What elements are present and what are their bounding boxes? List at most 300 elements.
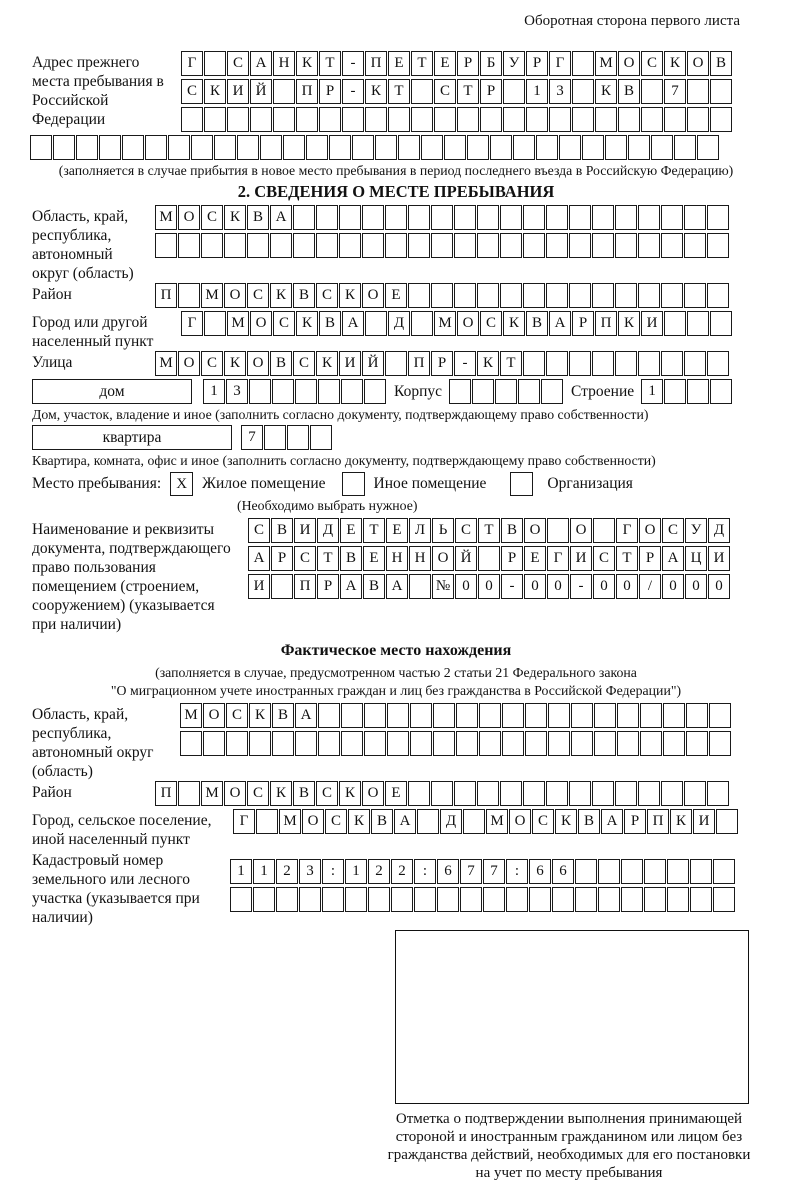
korpus-cells [449, 379, 564, 404]
char-cell [318, 703, 340, 728]
char-cell: С [434, 79, 456, 104]
char-cell: С [532, 809, 554, 834]
char-cell [463, 809, 485, 834]
region-row-1 [155, 205, 730, 230]
stroenie-cells [641, 379, 733, 404]
prev-address-row-1 [181, 51, 733, 76]
char-cell [548, 731, 570, 756]
char-cell [594, 703, 616, 728]
char-cell: И [570, 546, 592, 571]
char-cell: А [601, 809, 623, 834]
char-cell: № [432, 574, 454, 599]
char-cell: А [250, 51, 272, 76]
char-cell: 2 [276, 859, 298, 884]
char-cell [549, 107, 571, 132]
char-cell: С [227, 51, 249, 76]
char-cell: 7 [483, 859, 505, 884]
street-row [155, 351, 730, 376]
char-cell [547, 518, 569, 543]
char-cell: К [249, 703, 271, 728]
char-cell: О [362, 283, 384, 308]
char-cell: М [201, 283, 223, 308]
char-cell: О [250, 311, 272, 336]
char-cell [615, 283, 637, 308]
char-cell: И [227, 79, 249, 104]
char-cell: / [639, 574, 661, 599]
char-cell [523, 283, 545, 308]
char-cell: А [295, 703, 317, 728]
char-cell [467, 135, 489, 160]
char-cell: Т [388, 79, 410, 104]
cadastral-block [32, 849, 760, 927]
char-cell: М [201, 781, 223, 806]
char-cell: У [685, 518, 707, 543]
char-cell: В [293, 781, 315, 806]
char-cell [408, 283, 430, 308]
char-cell [181, 107, 203, 132]
char-cell: О [203, 703, 225, 728]
char-cell [592, 351, 614, 376]
region-label: Область, край, республика, автономный округ (область) [32, 208, 134, 282]
char-cell [687, 79, 709, 104]
char-cell [310, 425, 332, 450]
actual-region-label: Область, край, республика, автономный округ (область) [32, 706, 154, 780]
char-cell: О [178, 351, 200, 376]
char-cell: Е [363, 546, 385, 571]
char-cell: 1 [230, 859, 252, 884]
char-cell: Й [455, 546, 477, 571]
char-cell [536, 135, 558, 160]
char-cell [454, 283, 476, 308]
char-cell [640, 703, 662, 728]
char-cell [661, 205, 683, 230]
char-cell: Г [181, 51, 203, 76]
char-cell: Д [440, 809, 462, 834]
char-cell [490, 135, 512, 160]
char-cell [707, 205, 729, 230]
char-cell: В [247, 205, 269, 230]
char-cell: И [248, 574, 270, 599]
char-cell [707, 781, 729, 806]
char-cell: А [549, 311, 571, 336]
char-cell [410, 731, 432, 756]
prev-address-row-2 [181, 79, 733, 104]
char-cell: В [271, 518, 293, 543]
char-cell: Й [250, 79, 272, 104]
char-cell [408, 205, 430, 230]
char-cell [316, 205, 338, 230]
char-cell [644, 859, 666, 884]
char-cell [472, 379, 494, 404]
char-cell [342, 107, 364, 132]
cadastral-row-1 [230, 859, 736, 884]
char-cell: К [664, 51, 686, 76]
char-cell: А [248, 546, 270, 571]
actual-city-row [233, 809, 739, 834]
char-cell: А [662, 546, 684, 571]
document-row-3 [248, 574, 731, 599]
char-cell [690, 859, 712, 884]
char-cell [295, 731, 317, 756]
char-cell [388, 107, 410, 132]
char-cell [707, 351, 729, 376]
actual-region-rows [180, 703, 732, 759]
char-cell: Т [616, 546, 638, 571]
char-cell [651, 135, 673, 160]
char-cell: П [155, 283, 177, 308]
char-cell: П [408, 351, 430, 376]
char-cell: 0 [662, 574, 684, 599]
char-cell: П [647, 809, 669, 834]
char-cell [595, 107, 617, 132]
char-cell [456, 731, 478, 756]
house-row [32, 379, 760, 404]
char-cell [710, 379, 732, 404]
char-cell [480, 107, 502, 132]
actual-region-block [32, 703, 760, 781]
char-cell [155, 233, 177, 258]
char-cell [444, 135, 466, 160]
char-cell [322, 887, 344, 912]
char-cell: Ц [685, 546, 707, 571]
char-cell: М [279, 809, 301, 834]
char-cell [247, 233, 269, 258]
stamp-caption-line: стороной и иностранным гражданином или лицом без [395, 1129, 743, 1145]
char-cell [316, 233, 338, 258]
char-cell: О [247, 351, 269, 376]
char-cell: А [342, 311, 364, 336]
char-cell: Р [480, 79, 502, 104]
char-cell [421, 135, 443, 160]
char-cell: Р [639, 546, 661, 571]
city-row [181, 311, 733, 336]
char-cell [364, 703, 386, 728]
char-cell: В [270, 351, 292, 376]
char-cell [178, 283, 200, 308]
char-cell: 0 [616, 574, 638, 599]
char-cell [559, 135, 581, 160]
char-cell: С [201, 351, 223, 376]
prev-address-label: Адрес прежнего места пребывания в Российской Федерации [32, 54, 164, 128]
char-cell: О [362, 781, 384, 806]
char-cell [638, 233, 660, 258]
char-cell: Л [409, 518, 431, 543]
char-cell [375, 135, 397, 160]
char-cell [707, 283, 729, 308]
char-cell [710, 79, 732, 104]
char-cell [365, 107, 387, 132]
char-cell: Р [624, 809, 646, 834]
char-cell [523, 233, 545, 258]
region-rows [155, 205, 730, 261]
actual-city-label: Город, сельское поселение, иной населенный пункт [32, 812, 212, 848]
stay-type-note: (Необходимо выбрать нужное) [237, 498, 418, 513]
char-cell [273, 79, 295, 104]
char-cell: С [181, 79, 203, 104]
char-cell [411, 311, 433, 336]
char-cell: О [178, 205, 200, 230]
char-cell [592, 283, 614, 308]
char-cell: А [340, 574, 362, 599]
char-cell: О [687, 51, 709, 76]
char-cell: - [570, 574, 592, 599]
char-cell: Д [388, 311, 410, 336]
char-cell [621, 859, 643, 884]
char-cell [437, 887, 459, 912]
char-cell: М [595, 51, 617, 76]
char-cell: 3 [549, 79, 571, 104]
char-cell [433, 731, 455, 756]
char-cell [339, 205, 361, 230]
char-cell [628, 135, 650, 160]
char-cell: О [570, 518, 592, 543]
char-cell [287, 425, 309, 450]
char-cell [385, 205, 407, 230]
char-cell: 1 [253, 859, 275, 884]
house-box-label: дом [32, 379, 192, 404]
char-cell [191, 135, 213, 160]
char-cell: О [618, 51, 640, 76]
char-cell [293, 233, 315, 258]
char-cell [663, 731, 685, 756]
char-cell: К [270, 283, 292, 308]
char-cell [690, 887, 712, 912]
char-cell [272, 379, 294, 404]
char-cell: 1 [526, 79, 548, 104]
char-cell: С [316, 283, 338, 308]
char-cell: Е [385, 283, 407, 308]
char-cell [687, 107, 709, 132]
char-cell [122, 135, 144, 160]
char-cell: Е [386, 518, 408, 543]
char-cell: Г [549, 51, 571, 76]
char-cell [569, 233, 591, 258]
option-organization-label: Организация [547, 475, 633, 492]
district-row [155, 283, 730, 308]
char-cell [391, 887, 413, 912]
char-cell: С [226, 703, 248, 728]
char-cell: С [662, 518, 684, 543]
char-cell [638, 283, 660, 308]
char-cell [273, 107, 295, 132]
korpus-label: Корпус [394, 382, 442, 400]
char-cell [168, 135, 190, 160]
actual-location-title: Фактическое место нахождения [280, 642, 512, 659]
char-cell [260, 135, 282, 160]
char-cell: Н [386, 546, 408, 571]
char-cell: И [708, 546, 730, 571]
char-cell: - [342, 51, 364, 76]
char-cell [411, 79, 433, 104]
char-cell [270, 233, 292, 258]
char-cell [387, 731, 409, 756]
char-cell [713, 887, 735, 912]
city-label: Город или другой населенный пункт [32, 314, 154, 350]
char-cell [145, 135, 167, 160]
char-cell: Т [411, 51, 433, 76]
char-cell: 6 [552, 859, 574, 884]
char-cell [385, 233, 407, 258]
document-row-1 [248, 518, 731, 543]
char-cell [640, 731, 662, 756]
street-block [32, 351, 760, 379]
option-residential-label: Жилое помещение [202, 475, 326, 492]
char-cell [365, 311, 387, 336]
char-cell [385, 351, 407, 376]
char-cell [697, 135, 719, 160]
char-cell [502, 731, 524, 756]
char-cell [319, 107, 341, 132]
char-cell [546, 233, 568, 258]
char-cell: Е [385, 781, 407, 806]
char-cell: К [503, 311, 525, 336]
char-cell: П [294, 574, 316, 599]
char-cell [592, 781, 614, 806]
char-cell [362, 205, 384, 230]
char-cell [201, 233, 223, 258]
char-cell [684, 283, 706, 308]
char-cell [684, 351, 706, 376]
char-cell: В [340, 546, 362, 571]
char-cell: О [302, 809, 324, 834]
char-cell [571, 703, 593, 728]
char-cell [661, 781, 683, 806]
char-cell [615, 205, 637, 230]
char-cell [663, 703, 685, 728]
char-cell: К [595, 79, 617, 104]
char-cell [256, 809, 278, 834]
char-cell: Р [431, 351, 453, 376]
char-cell: В [293, 283, 315, 308]
char-cell: Д [708, 518, 730, 543]
char-cell: И [294, 518, 316, 543]
char-cell: О [509, 809, 531, 834]
char-cell [710, 107, 732, 132]
char-cell: Р [319, 79, 341, 104]
char-cell [345, 887, 367, 912]
prev-address-row-3 [181, 107, 733, 132]
char-cell: Т [500, 351, 522, 376]
char-cell [99, 135, 121, 160]
char-cell: С [248, 518, 270, 543]
char-cell [449, 379, 471, 404]
char-cell: 0 [455, 574, 477, 599]
char-cell [500, 283, 522, 308]
char-cell: Е [340, 518, 362, 543]
char-cell [667, 887, 689, 912]
char-cell [408, 781, 430, 806]
cadastral-label: Кадастровый номер земельного или лесного участка (указывается при наличии) [32, 852, 200, 926]
street-label: Улица [32, 354, 73, 371]
char-cell [495, 379, 517, 404]
char-cell [295, 379, 317, 404]
char-cell [224, 233, 246, 258]
char-cell [523, 351, 545, 376]
document-block [32, 518, 760, 634]
char-cell [457, 107, 479, 132]
char-cell [318, 379, 340, 404]
char-cell [661, 283, 683, 308]
char-cell [575, 859, 597, 884]
char-cell: С [325, 809, 347, 834]
char-cell [686, 703, 708, 728]
char-cell [387, 703, 409, 728]
char-cell [546, 283, 568, 308]
region-block [32, 205, 760, 283]
confirmation-stamp-box [395, 930, 749, 1104]
char-cell [341, 703, 363, 728]
cadastral-rows [230, 849, 736, 915]
char-cell: 7 [241, 425, 263, 450]
char-cell: Т [317, 546, 339, 571]
char-cell [479, 703, 501, 728]
stamp-caption [354, 1110, 784, 1180]
char-cell [477, 233, 499, 258]
stamp-caption-line: Отметка о подтверждении выполнения принимающей [395, 1111, 743, 1127]
char-cell [271, 574, 293, 599]
char-cell: С [247, 283, 269, 308]
char-cell [684, 233, 706, 258]
char-cell [283, 135, 305, 160]
char-cell: - [454, 351, 476, 376]
apartment-cells [241, 425, 333, 450]
char-cell: П [365, 51, 387, 76]
actual-location-note-2: "О миграционном учете иностранных граждан и лиц без гражданства в Российской Федерации") [110, 683, 682, 698]
char-cell: С [455, 518, 477, 543]
char-cell [454, 233, 476, 258]
char-cell: К [296, 51, 318, 76]
char-cell: 6 [529, 859, 551, 884]
char-cell: Р [317, 574, 339, 599]
char-cell [362, 233, 384, 258]
char-cell [414, 887, 436, 912]
char-cell [341, 731, 363, 756]
char-cell [641, 107, 663, 132]
stay-type-row [32, 472, 760, 496]
char-cell [214, 135, 236, 160]
char-cell: Т [363, 518, 385, 543]
char-cell: 0 [593, 574, 615, 599]
char-cell [687, 311, 709, 336]
prev-address-row-4 [30, 135, 760, 160]
char-cell: К [670, 809, 692, 834]
char-cell [272, 731, 294, 756]
char-cell [592, 233, 614, 258]
char-cell: О [524, 518, 546, 543]
char-cell [523, 205, 545, 230]
char-cell [594, 731, 616, 756]
char-cell: Й [362, 351, 384, 376]
char-cell: М [155, 205, 177, 230]
prev-address-note: (заполняется в случае прибытия в новое место пребывания в период последнего въезда в Российскую Федерацию) [58, 163, 734, 178]
char-cell [339, 233, 361, 258]
char-cell: С [293, 351, 315, 376]
char-cell: К [296, 311, 318, 336]
char-cell: Ь [432, 518, 454, 543]
char-cell: С [480, 311, 502, 336]
char-cell [710, 311, 732, 336]
char-cell: 0 [478, 574, 500, 599]
char-cell [709, 731, 731, 756]
char-cell [502, 703, 524, 728]
char-cell: И [693, 809, 715, 834]
char-cell: 3 [226, 379, 248, 404]
stroenie-label: Строение [571, 382, 635, 400]
char-cell [618, 107, 640, 132]
char-cell: О [639, 518, 661, 543]
char-cell: 0 [524, 574, 546, 599]
char-cell [249, 731, 271, 756]
